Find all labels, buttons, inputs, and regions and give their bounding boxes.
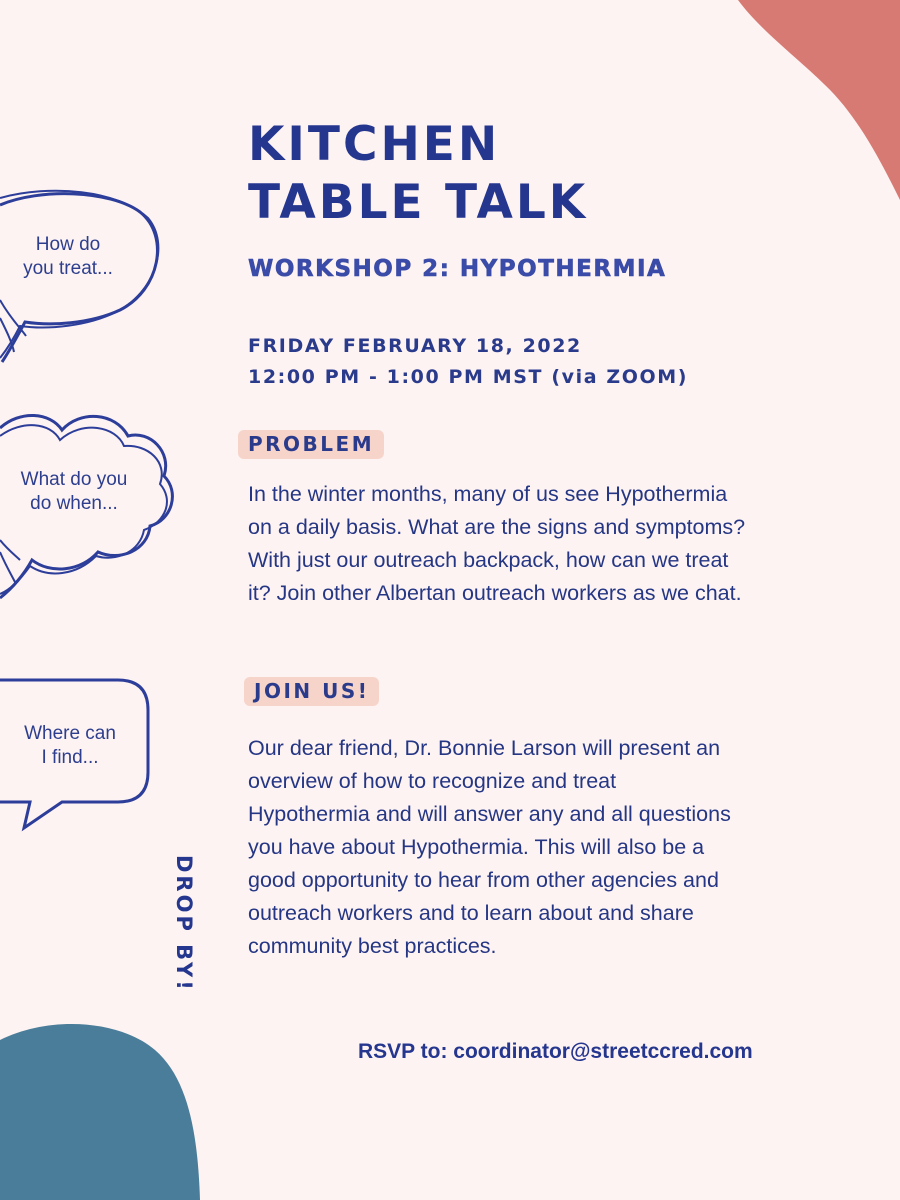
workshop-subtitle: WORKSHOP 2: HYPOTHERMIA [248, 256, 667, 282]
event-datetime [248, 331, 688, 393]
join-heading-badge: JOIN US! [244, 677, 379, 706]
problem-text: In the winter months, many of us see Hypothermia on a daily basis. What are the signs and symptoms? With just our outreach backpack, how can we treat it? Join other Albertan outreach workers as we chat. [248, 482, 746, 605]
drop-by-label: DROP BY! [172, 855, 196, 993]
title-line-2: TABLE TALK [248, 175, 589, 230]
join-text: Our dear friend, Dr. Bonnie Larson will present an overview of how to recognize and treat Hypothermia and will answer any and all questions you have about Hypothermia. This will also be a good opportunity to hear from other agencies and outreach workers and to learn about and share community best practices. [248, 736, 731, 958]
rsvp-line: RSVP to: coordinator@streetccred.com [358, 1040, 753, 1063]
bubble-text-do-when: What do you do when... [20, 469, 128, 514]
teal-blob [0, 1024, 200, 1200]
event-time: 12:00 PM - 1:00 PM MST (via ZOOM) [248, 366, 689, 388]
bubble-text-find: Where can I find... [24, 723, 116, 768]
problem-heading-badge: PROBLEM [238, 430, 384, 459]
event-date: FRIDAY FEBRUARY 18, 2022 [248, 335, 582, 357]
bubble-text-treat: How do you treat... [23, 234, 113, 279]
title-line-1: KITCHEN [248, 117, 501, 172]
page-title [248, 116, 588, 232]
coral-blob [738, 0, 900, 200]
